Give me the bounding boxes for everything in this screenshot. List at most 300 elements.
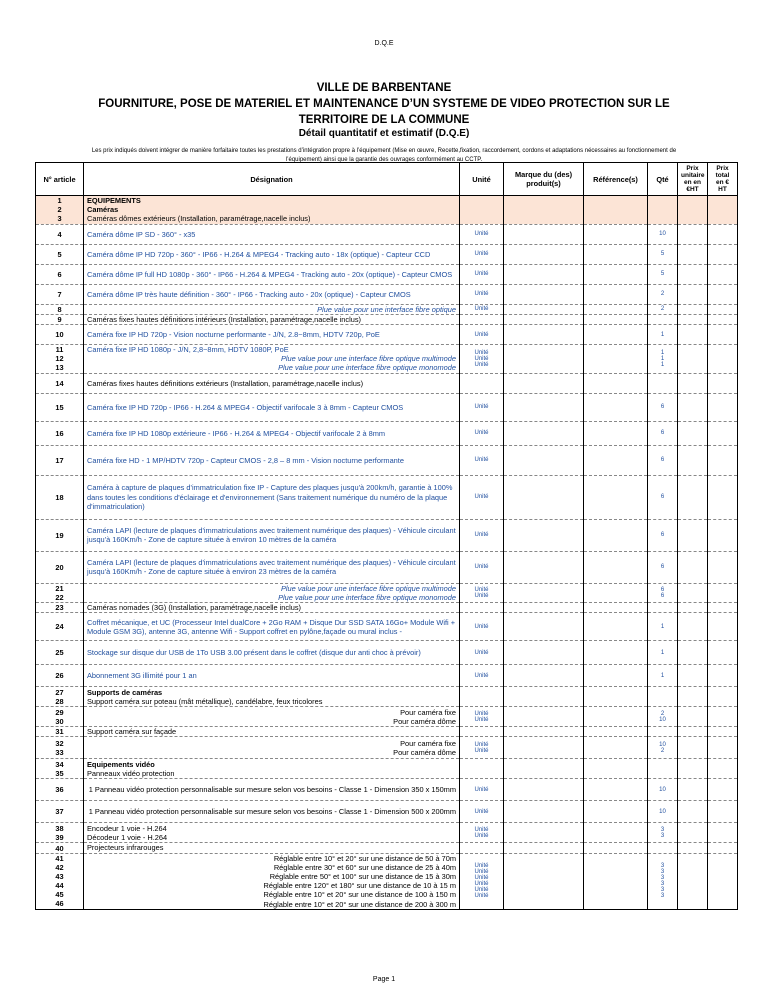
designation-text: Réglable entre 30° et 60° sur une distance de 25 à 40m (273, 862, 456, 872)
unit-value: Unité (474, 271, 489, 278)
reference-cell (584, 687, 648, 707)
article-number (36, 707, 84, 727)
table-body (36, 196, 738, 910)
total-price-cell (708, 779, 738, 801)
total-price-cell (708, 196, 738, 225)
designation-text: 1 Panneau vidéo protection personnalisable sur mesure selon vos besoins - Classe 1 - Dimension 350 x 150mm (88, 785, 456, 795)
designation-text: Caméra fixe IP HD 1080p extérieure - IP66 - H.264 & MPEG4 - Objectif varifocale 2 à 8mm (87, 428, 386, 438)
article-number (36, 284, 84, 304)
designation-text: EQUIPEMENTS (87, 196, 141, 205)
unit (460, 641, 504, 665)
total-price-cell (708, 393, 738, 421)
unit-value: Unité (474, 251, 489, 258)
table-row (36, 314, 738, 324)
col-header-article: N° article (36, 163, 84, 196)
unit (460, 707, 504, 727)
unit-price-cell (678, 843, 708, 853)
quantity-value: 1 (660, 672, 665, 679)
unit-price-cell (678, 641, 708, 665)
unit-value: Unité (474, 808, 489, 815)
unit (460, 687, 504, 707)
reference-cell (584, 475, 648, 519)
article-number (36, 345, 84, 374)
page-footer: Page 1 (372, 976, 396, 983)
designation-text: Caméras nomades (3G) (Installation, paramétrage,nacelle inclus) (87, 603, 302, 613)
total-price-cell (708, 583, 738, 602)
reference-cell (584, 421, 648, 445)
title-line: VILLE DE BARBENTANE (316, 82, 452, 94)
brand-cell (504, 707, 584, 727)
article-number (36, 801, 84, 823)
article-number-value: 38 (55, 823, 64, 833)
unit (460, 393, 504, 421)
article-number-value: 43 (55, 872, 64, 882)
quantity-value: 6 (660, 586, 665, 593)
reference-cell (584, 445, 648, 475)
brand-cell (504, 727, 584, 737)
reference-cell (584, 393, 648, 421)
quantity (648, 843, 678, 853)
article-number (36, 853, 84, 909)
reference-cell (584, 304, 648, 314)
designation (84, 519, 460, 551)
reference-cell (584, 519, 648, 551)
total-price-cell (708, 304, 738, 314)
unit-value: Unité (474, 564, 489, 571)
unit-value: Unité (474, 586, 489, 593)
designation-text: Encodeur 1 voie - H.264 (87, 823, 167, 833)
article-number-value: 34 (55, 759, 64, 769)
table-row (36, 519, 738, 551)
quantity-value: 1 (660, 349, 665, 356)
quantity (648, 613, 678, 641)
designation-text: Caméra fixe IP HD 1080p - J/N, 2,8~8mm, HDTV 1080P, PoE (87, 345, 289, 355)
article-number-value: 41 (55, 854, 64, 864)
designation (84, 823, 460, 843)
brand-cell (504, 345, 584, 374)
table-row (36, 244, 738, 264)
total-price-cell (708, 823, 738, 843)
reference-cell (584, 325, 648, 345)
article-number-value: 37 (55, 807, 64, 817)
article-number (36, 393, 84, 421)
total-price-cell (708, 707, 738, 727)
quantity (648, 641, 678, 665)
table-row (36, 613, 738, 641)
unit-value: Unité (474, 863, 489, 870)
designation-text: Projecteurs infrarouges (87, 843, 164, 853)
unit-price-cell (678, 737, 708, 759)
table-row (36, 603, 738, 613)
article-number (36, 613, 84, 641)
designation (84, 196, 460, 225)
total-price-cell (708, 613, 738, 641)
unit-value: Unité (474, 361, 489, 368)
unit-value: Unité (474, 532, 489, 539)
quantity-value: 3 (660, 832, 665, 839)
table-row (36, 224, 738, 244)
quantity-value: 2 (660, 306, 665, 313)
designation-text: Plue value pour une interface fibre optique monomode (278, 592, 456, 602)
brand-cell (504, 196, 584, 225)
brand-cell (504, 314, 584, 324)
designation (84, 445, 460, 475)
quantity-value: 1 (660, 623, 665, 630)
designation (84, 665, 460, 687)
designation-text: Caméra dôme IP HD 720p - 360° - IP66 - H.264 & MPEG4 - Tracking auto - 18x (optique) - Capteur CCD (87, 249, 431, 259)
quantity (648, 325, 678, 345)
unit-price-cell (678, 759, 708, 779)
article-number (36, 445, 84, 475)
table-row (36, 727, 738, 737)
reference-cell (584, 264, 648, 284)
reference-cell (584, 737, 648, 759)
designation (84, 373, 460, 393)
designation (84, 737, 460, 759)
article-number-value: 42 (55, 863, 64, 873)
designation-text: Décodeur 1 voie - H.264 (87, 832, 168, 842)
unit (460, 603, 504, 613)
brand-cell (504, 264, 584, 284)
table-row (36, 853, 738, 909)
quantity-value: 10 (659, 231, 666, 238)
quantity (648, 196, 678, 225)
quantity-value: 5 (660, 251, 665, 258)
designation-text: Plue value pour une interface fibre optique multimode (280, 354, 456, 364)
unit-price-cell (678, 687, 708, 707)
designation-text: Caméra dôme IP full HD 1080p - 360° - IP66 - H.264 & MPEG4 - Tracking auto - 20x (optique) - Capteur CMOS (87, 269, 453, 279)
article-number-value: 10 (55, 330, 64, 340)
article-number-value: 44 (55, 881, 64, 891)
unit-price-cell (678, 823, 708, 843)
reference-cell (584, 843, 648, 853)
article-number-value: 35 (55, 768, 64, 778)
table-row (36, 264, 738, 284)
designation-text: Pour caméra dôme (393, 747, 456, 757)
col-header-designation: Désignation (84, 163, 460, 196)
quantity-value: 6 (660, 430, 665, 437)
table-row (36, 393, 738, 421)
article-number-value: 46 (55, 899, 64, 909)
quantity-value: 1 (660, 361, 665, 368)
article-number-value: 26 (55, 671, 64, 681)
article-number-value: 33 (55, 747, 64, 757)
unit-price-cell (678, 325, 708, 345)
quantity (648, 393, 678, 421)
article-number-value: 15 (55, 402, 64, 412)
brand-cell (504, 603, 584, 613)
article-number-value: 18 (55, 492, 64, 502)
article-number-value: 25 (55, 648, 64, 658)
unit (460, 304, 504, 314)
total-price-cell (708, 284, 738, 304)
brand-cell (504, 373, 584, 393)
quantity-value: 1 (660, 331, 665, 338)
document-subtitle: Détail quantitatif et estimatif (D.Q.E) (298, 128, 470, 139)
article-number (36, 421, 84, 445)
reference-cell (584, 779, 648, 801)
unit (460, 613, 504, 641)
quantity-value: 3 (660, 887, 665, 894)
quantity (648, 314, 678, 324)
designation-text: Support caméra sur poteau (mât métallique), candélabre, feux tricolores (87, 696, 323, 706)
document-title (40, 80, 728, 128)
quantity (648, 224, 678, 244)
quantity-value: 2 (660, 747, 665, 754)
article-number-value: 1 (57, 196, 62, 206)
designation-text: Caméra fixe HD - 1 MP/HDTV 720p - Capteur CMOS - 2,8 – 8 mm - Vision nocturne performante (87, 455, 404, 465)
total-price-cell (708, 421, 738, 445)
unit-price-cell (678, 707, 708, 727)
article-number-value: 27 (55, 687, 64, 697)
col-header-unit-price: Prix unitaire en en €HT (678, 163, 708, 196)
article-number (36, 583, 84, 602)
title-line: TERRITOIRE DE LA COMMUNE (298, 114, 470, 126)
page-header: D.Q.E (374, 40, 394, 47)
quantity-value: 3 (660, 875, 665, 882)
quantity-value: 2 (660, 710, 665, 717)
designation (84, 314, 460, 324)
brand-cell (504, 421, 584, 445)
brand-cell (504, 823, 584, 843)
unit-value: Unité (474, 716, 489, 723)
quantity (648, 421, 678, 445)
designation (84, 264, 460, 284)
quantity (648, 445, 678, 475)
designation (84, 304, 460, 314)
unit-price-cell (678, 304, 708, 314)
article-number-value: 13 (55, 363, 64, 373)
article-number-value: 16 (55, 428, 64, 438)
unit (460, 475, 504, 519)
unit-value: Unité (474, 649, 489, 656)
table-row (36, 475, 738, 519)
total-price-cell (708, 244, 738, 264)
total-price-cell (708, 325, 738, 345)
unit-price-cell (678, 264, 708, 284)
quantity (648, 583, 678, 602)
designation-text: Caméra dôme IP SD - 360° - x35 (87, 229, 196, 239)
designation-text: 1 Panneau vidéo protection personnalisable sur mesure selon vos besoins - Classe 1 - Dimension 500 x 200mm (88, 807, 456, 817)
dqe-table (35, 162, 738, 910)
unit-price-cell (678, 345, 708, 374)
quantity (648, 687, 678, 707)
brand-cell (504, 304, 584, 314)
article-number-value: 7 (57, 289, 62, 299)
unit-price-cell (678, 853, 708, 909)
article-number-value: 22 (55, 592, 64, 602)
article-number-value: 2 (57, 205, 62, 215)
reference-cell (584, 224, 648, 244)
unit-price-cell (678, 551, 708, 583)
quantity (648, 551, 678, 583)
article-number (36, 823, 84, 843)
designation-text: Réglable entre 10° et 20° sur une distance de 200 à 300 m (263, 899, 456, 909)
total-price-cell (708, 853, 738, 909)
article-number (36, 519, 84, 551)
unit (460, 373, 504, 393)
table-header-row (36, 163, 738, 196)
unit (460, 196, 504, 225)
unit-price-cell (678, 613, 708, 641)
unit (460, 244, 504, 264)
col-header-total-price: Prix total en € HT (708, 163, 738, 196)
article-number-value: 8 (57, 304, 62, 314)
unit-value: Unité (474, 349, 489, 356)
unit (460, 421, 504, 445)
quantity (648, 244, 678, 264)
designation (84, 475, 460, 519)
designation (84, 244, 460, 264)
article-number (36, 325, 84, 345)
designation (84, 551, 460, 583)
total-price-cell (708, 687, 738, 707)
designation (84, 641, 460, 665)
reference-cell (584, 603, 648, 613)
unit (460, 665, 504, 687)
quantity-value: 10 (659, 741, 666, 748)
unit-value: Unité (474, 826, 489, 833)
article-number (36, 843, 84, 853)
quantity (648, 345, 678, 374)
unit-price-cell (678, 224, 708, 244)
designation (84, 779, 460, 801)
article-number-value: 17 (55, 455, 64, 465)
quantity (648, 284, 678, 304)
reference-cell (584, 196, 648, 225)
brand-cell (504, 244, 584, 264)
quantity-value: 6 (660, 564, 665, 571)
designation-text: Caméras dômes extérieurs (Installation, paramétrage,nacelle inclus) (87, 214, 311, 224)
total-price-cell (708, 843, 738, 853)
quantity-value: 3 (660, 893, 665, 900)
unit-value: Unité (474, 291, 489, 298)
unit-value: Unité (474, 710, 489, 717)
reference-cell (584, 551, 648, 583)
table-row (36, 759, 738, 779)
article-number-value: 5 (57, 249, 62, 259)
article-number-value: 36 (55, 785, 64, 795)
unit-price-cell (678, 779, 708, 801)
unit-price-cell (678, 421, 708, 445)
unit-value: Unité (474, 592, 489, 599)
table-row (36, 641, 738, 665)
article-number-value: 23 (55, 603, 64, 613)
article-number-value: 28 (55, 696, 64, 706)
unit-value: Unité (474, 457, 489, 464)
article-number-value: 14 (55, 378, 64, 388)
brand-cell (504, 519, 584, 551)
unit-value: Unité (474, 672, 489, 679)
quantity (648, 727, 678, 737)
quantity-value: 2 (660, 291, 665, 298)
table-row (36, 421, 738, 445)
reference-cell (584, 759, 648, 779)
reference-cell (584, 823, 648, 843)
reference-cell (584, 707, 648, 727)
designation-text: Réglable entre 50° et 100° sur une distance de 15 à 30m (269, 872, 456, 882)
quantity (648, 759, 678, 779)
quantity (648, 737, 678, 759)
brand-cell (504, 445, 584, 475)
designation-text: Caméras fixes hautes définitions intérieurs (Installation, paramétrage,nacelle inclus) (87, 314, 361, 324)
unit (460, 519, 504, 551)
quantity-value: 6 (660, 592, 665, 599)
total-price-cell (708, 445, 738, 475)
designation-text: Support caméra sur façade (87, 727, 177, 737)
article-number-value: 6 (57, 269, 62, 279)
article-number (36, 475, 84, 519)
designation-text: Coffret mécanique, et UC (Processeur Intel dualCore + 2Go RAM + Disque Dur SSD SATA 16Go+ Module Wifi + Module GSM 3G), antenne 3G, antenne Wifi - Support coffret en pylône,façade ou mural inclus - (87, 617, 456, 636)
unit (460, 583, 504, 602)
total-price-cell (708, 603, 738, 613)
table-row (36, 284, 738, 304)
title-line: FOURNITURE, POSE DE MATERIEL ET MAINTENANCE D’UN SYSTEME DE VIDEO PROTECTION SUR LE (98, 98, 670, 110)
designation-text: Plue value pour une interface fibre optique monomode (278, 363, 456, 373)
reference-cell (584, 853, 648, 909)
total-price-cell (708, 373, 738, 393)
unit-value: Unité (474, 747, 489, 754)
unit (460, 284, 504, 304)
article-number (36, 244, 84, 264)
table-row (36, 823, 738, 843)
brand-cell (504, 665, 584, 687)
article-number (36, 224, 84, 244)
unit (460, 779, 504, 801)
brand-cell (504, 779, 584, 801)
article-number (36, 373, 84, 393)
unit-value: Unité (474, 623, 489, 630)
reference-cell (584, 314, 648, 324)
article-number (36, 737, 84, 759)
designation-text: Réglable entre 120° et 180° sur une distance de 10 à 15 m (263, 881, 456, 891)
designation-text: Plue value pour une interface fibre optique multimode (280, 583, 456, 593)
unit-price-cell (678, 393, 708, 421)
quantity-value: 10 (659, 716, 666, 723)
article-number-value: 30 (55, 716, 64, 726)
designation-text: Abonnement 3G illimité pour 1 an (87, 671, 197, 681)
total-price-cell (708, 519, 738, 551)
designation-text: Caméra dôme IP très haute définition - 360° - IP66 - Tracking auto - 20x (optique) - Capteur CMOS (87, 289, 411, 299)
designation-text: Caméra fixe IP HD 720p - Vision nocturne performante - J/N, 2.8~8mm, HDTV 720p, PoE (87, 329, 380, 339)
unit (460, 224, 504, 244)
quantity (648, 373, 678, 393)
designation (84, 421, 460, 445)
unit (460, 314, 504, 324)
designation (84, 853, 460, 909)
designation-text: Caméras fixes hautes définitions extérieurs (Installation, paramétrage,nacelle inclus) (87, 378, 364, 388)
article-number-value: 11 (55, 345, 64, 355)
total-price-cell (708, 641, 738, 665)
quantity-value: 6 (660, 494, 665, 501)
total-price-cell (708, 727, 738, 737)
article-number-value: 4 (57, 229, 62, 239)
table-row (36, 551, 738, 583)
brand-cell (504, 551, 584, 583)
article-number-value: 32 (55, 738, 64, 748)
designation (84, 707, 460, 727)
designation-text: Caméra LAPI (lecture de plaques d'immatriculations avec traitement numérique des plaques) - Véhicule circulant jusqu'à 160Km/h - Zone de capture située à environ 23 mètres de la caméra (87, 557, 456, 577)
designation-text: Plue value pour une interface fibre optique (317, 304, 456, 314)
brand-cell (504, 641, 584, 665)
brand-cell (504, 224, 584, 244)
designation-text: Pour caméra dôme (393, 716, 456, 726)
unit (460, 823, 504, 843)
table-row (36, 665, 738, 687)
designation-text: Caméra à capture de plaques d'immatriculation fixe IP - Capture des plaques jusqu'à 200km/h, garantie à 100% dans toutes les conditions d'éclairage et d'environnement (Sans traitement numérique du numéro de la plaque d'immatriculation) (87, 483, 453, 511)
reference-cell (584, 641, 648, 665)
article-number (36, 641, 84, 665)
